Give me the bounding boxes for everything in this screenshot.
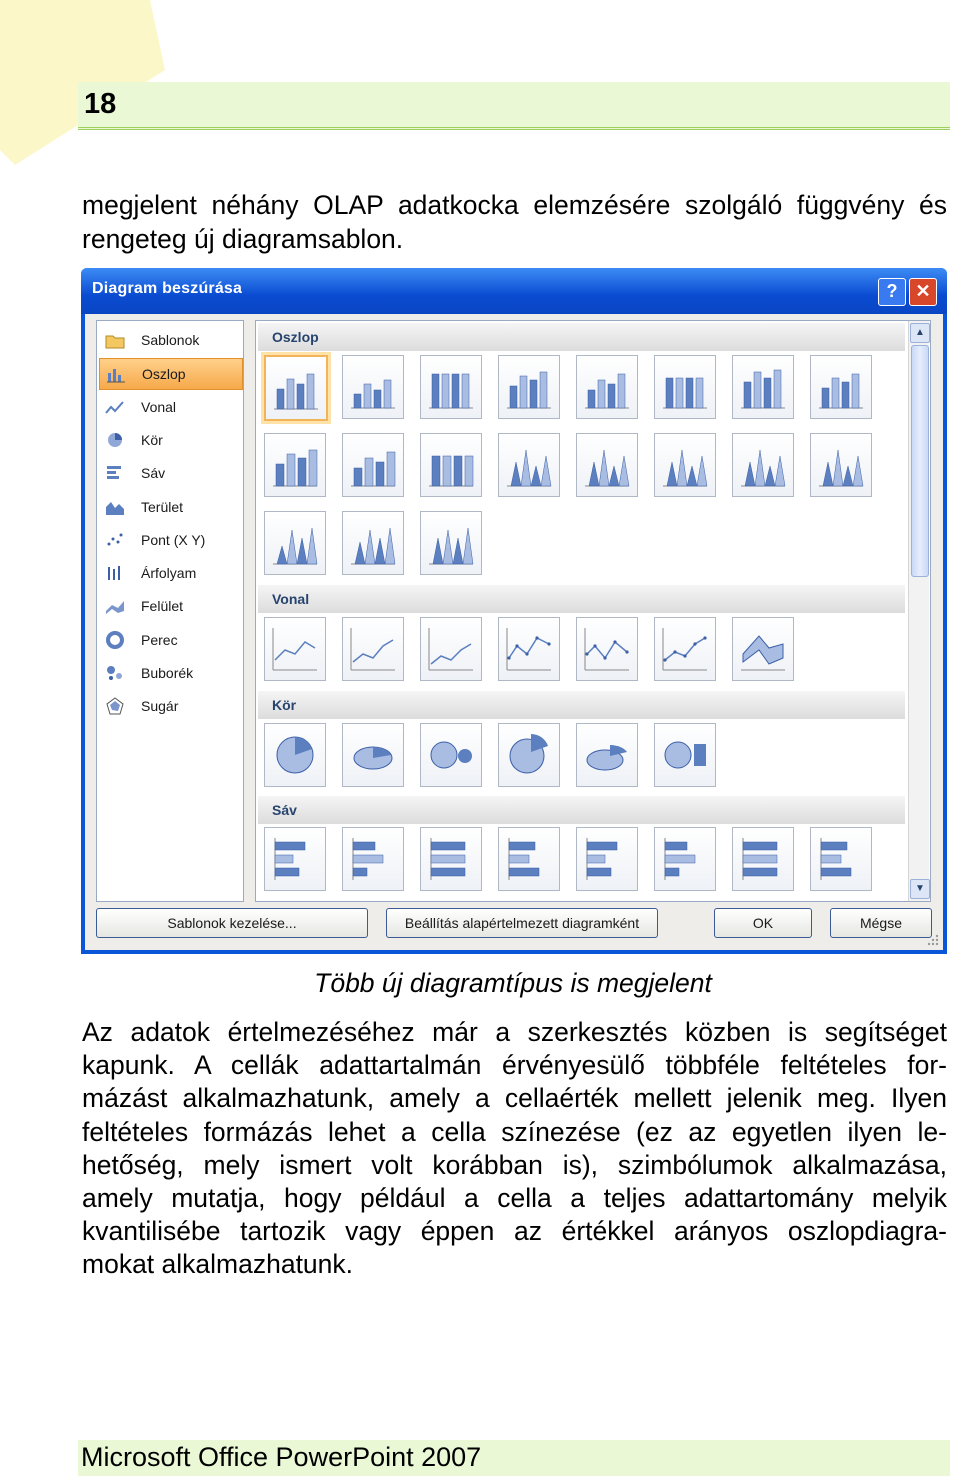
section-header-kor	[258, 691, 905, 719]
chart-thumbnail-icon	[739, 362, 787, 412]
chart-thumbnail-icon	[817, 834, 865, 884]
category-label: Perec	[141, 631, 178, 648]
chart-thumbnail-icon	[739, 834, 787, 884]
chart-type-thumbnail[interactable]	[420, 723, 482, 787]
chart-type-thumbnail[interactable]	[420, 433, 482, 497]
body-text	[82, 1016, 947, 1282]
chart-type-thumbnail[interactable]	[342, 511, 404, 575]
section-header-sav	[258, 796, 905, 824]
chart-thumbnail-icon	[349, 362, 397, 412]
chart-type-thumbnail[interactable]	[654, 433, 716, 497]
chart-thumbnail-icon	[427, 834, 475, 884]
category-label: Sugár	[141, 698, 179, 715]
ok-button[interactable]: OK	[714, 908, 812, 938]
chart-type-thumbnail[interactable]	[576, 355, 638, 419]
section-label-vonal: Vonal	[272, 591, 310, 607]
chart-type-thumbnail[interactable]	[498, 723, 560, 787]
category-label: Oszlop	[142, 366, 186, 383]
footer-text: Microsoft Office PowerPoint 2007	[81, 1442, 482, 1472]
body-line: kvantilisébe tartozik vagy éppen az értékkel arányos oszlopdiagra-	[82, 1216, 947, 1247]
surface-chart-icon	[105, 597, 125, 615]
chart-type-thumbnail[interactable]	[732, 617, 794, 681]
category-item[interactable]	[99, 358, 243, 390]
chart-thumbnail-icon	[349, 518, 397, 568]
chart-thumbnail-icon	[583, 440, 631, 490]
section-header-vonal	[258, 585, 905, 613]
chart-thumbnail-icon	[583, 834, 631, 884]
category-item[interactable]	[99, 525, 241, 555]
category-label: Buborék	[141, 665, 194, 681]
category-label: Pont (X Y)	[141, 531, 206, 548]
chart-type-thumbnail[interactable]	[264, 355, 328, 421]
section-header-oszlop	[258, 323, 905, 351]
body-line: mokat alkalmazhatunk.	[82, 1249, 354, 1280]
chart-thumbnail-icon	[817, 440, 865, 490]
chart-type-thumbnail[interactable]	[342, 723, 404, 787]
chart-type-thumbnail[interactable]	[498, 827, 560, 891]
chart-type-thumbnail[interactable]	[264, 433, 326, 497]
chart-type-thumbnail[interactable]	[498, 355, 560, 419]
category-item[interactable]	[99, 558, 241, 588]
chart-type-thumbnail[interactable]	[654, 617, 716, 681]
chart-type-thumbnail[interactable]	[576, 433, 638, 497]
category-item[interactable]	[99, 625, 241, 655]
category-item[interactable]	[99, 492, 241, 522]
help-button[interactable]: ?	[878, 278, 906, 306]
chart-thumbnail-icon	[271, 624, 319, 674]
scatter-chart-icon	[105, 531, 125, 549]
chart-thumbnail-icon	[583, 624, 631, 674]
chart-type-thumbnail[interactable]	[420, 617, 482, 681]
chart-type-thumbnail[interactable]	[420, 355, 482, 419]
category-item[interactable]	[99, 392, 241, 422]
dialog-titlebar	[81, 268, 947, 314]
chart-thumbnail-icon	[271, 730, 319, 780]
body-line: mázást alkalmazhatunk, amely a cellaérték mellett jelenik meg. Ilyen	[82, 1083, 947, 1114]
category-label: Sáv	[141, 465, 166, 482]
column-chart-icon	[106, 365, 126, 383]
chart-thumbnail-icon	[427, 362, 475, 412]
dialog-title: Diagram beszúrása	[92, 280, 243, 297]
doughnut-chart-icon	[105, 631, 125, 649]
chart-thumbnail-icon	[349, 834, 397, 884]
category-item[interactable]	[99, 458, 241, 488]
chart-thumbnail-icon	[505, 624, 553, 674]
body-line: feltételes formázás lehet a cella színezése (ez az egyetlen ilyen le-	[82, 1116, 947, 1147]
chart-type-thumbnail[interactable]	[732, 355, 794, 419]
chart-thumbnail-icon	[349, 730, 397, 780]
chart-type-thumbnail[interactable]	[810, 355, 872, 419]
chart-thumbnail-icon	[661, 834, 709, 884]
chart-thumbnail-icon	[271, 518, 319, 568]
category-label: Felület	[141, 598, 184, 615]
chart-thumbnail-icon	[505, 730, 553, 780]
page-header-bar	[78, 82, 950, 130]
chart-type-thumbnail[interactable]	[654, 355, 716, 419]
category-item[interactable]	[99, 691, 241, 721]
chart-type-thumbnail[interactable]	[810, 433, 872, 497]
chart-thumbnail-icon	[349, 624, 397, 674]
dialog-client-area	[85, 314, 943, 950]
chart-category-list	[96, 320, 244, 902]
cancel-button[interactable]: Mégse	[830, 908, 932, 938]
chart-type-thumbnail[interactable]	[264, 511, 326, 575]
insert-chart-dialog	[81, 268, 947, 954]
chart-thumbnail-icon	[817, 362, 865, 412]
close-button[interactable]: ✕	[909, 278, 937, 306]
chart-thumbnail-icon	[583, 362, 631, 412]
intro-paragraph: megjelent néhány OLAP adatkocka elemzésére szolgáló függvény és rengeteg új diagramsablon.	[82, 190, 947, 254]
chart-thumbnail-icon	[661, 730, 709, 780]
chart-type-thumbnail[interactable]	[498, 433, 560, 497]
category-item[interactable]	[99, 325, 241, 355]
category-item[interactable]	[99, 591, 241, 621]
folder-icon	[105, 331, 125, 349]
bar-chart-icon	[105, 464, 125, 482]
chart-thumbnail-icon	[505, 440, 553, 490]
chart-type-thumbnail[interactable]	[498, 617, 560, 681]
chart-type-thumbnail[interactable]	[264, 617, 326, 681]
bubble-chart-icon	[105, 664, 125, 682]
page-footer	[78, 1440, 950, 1476]
chart-thumbnail-icon	[583, 730, 631, 780]
chart-type-thumbnail[interactable]	[732, 433, 794, 497]
chart-type-thumbnail[interactable]	[342, 827, 404, 891]
stock-chart-icon	[105, 564, 125, 582]
category-label: Kör	[141, 431, 163, 448]
chart-thumbnail-icon	[272, 363, 320, 413]
chart-type-thumbnail[interactable]	[810, 827, 872, 891]
chart-thumbnail-icon	[661, 362, 709, 412]
chart-type-thumbnail[interactable]	[420, 511, 482, 575]
body-line: Az adatok értelmezéséhez már a szerkesztés közben is segítséget	[82, 1017, 947, 1047]
area-chart-icon	[105, 498, 125, 516]
chart-thumbnail-icon	[505, 362, 553, 412]
body-line: amely mutatja, hogy például a cella a teljes adattartomány melyik	[82, 1183, 947, 1214]
gallery-scrollbar[interactable]	[908, 321, 929, 901]
chart-type-thumbnail[interactable]	[654, 723, 716, 787]
category-item[interactable]	[99, 658, 241, 688]
section-label-sav: Sáv	[272, 802, 297, 818]
chart-thumbnail-icon	[427, 624, 475, 674]
set-default-chart-button[interactable]: Beállítás alapértelmezett diagramként	[386, 908, 658, 938]
chart-thumbnail-icon	[505, 834, 553, 884]
chart-thumbnail-icon	[427, 518, 475, 568]
resize-grip-icon[interactable]	[927, 934, 939, 946]
scroll-up-icon[interactable]: ▲	[910, 323, 930, 343]
chart-thumbnail-icon	[349, 440, 397, 490]
chart-type-thumbnail[interactable]	[576, 827, 638, 891]
chart-type-thumbnail[interactable]	[654, 827, 716, 891]
chart-thumbnail-icon	[427, 440, 475, 490]
chart-thumbnail-icon	[271, 834, 319, 884]
chart-type-thumbnail[interactable]	[264, 827, 326, 891]
chart-thumbnail-icon	[427, 730, 475, 780]
chart-type-thumbnail[interactable]	[576, 723, 638, 787]
line-chart-icon	[105, 398, 125, 416]
manage-templates-button[interactable]: Sablonok kezelése...	[96, 908, 368, 938]
chart-thumbnail-icon	[739, 440, 787, 490]
chart-type-thumbnail[interactable]	[342, 355, 404, 419]
chart-thumbnail-icon	[271, 440, 319, 490]
category-label: Sablonok	[141, 332, 200, 348]
section-label-oszlop: Oszlop	[272, 329, 319, 345]
radar-chart-icon	[105, 697, 125, 715]
category-label: Árfolyam	[141, 565, 197, 582]
chart-thumbnail-icon	[661, 624, 709, 674]
chart-type-thumbnail[interactable]	[576, 617, 638, 681]
chart-type-thumbnail[interactable]	[342, 433, 404, 497]
pie-chart-icon	[105, 431, 125, 449]
category-item[interactable]	[99, 425, 241, 455]
figure-caption: Több új diagramtípus is megjelent	[314, 968, 712, 998]
chart-type-thumbnail[interactable]	[264, 723, 326, 787]
chart-type-gallery	[255, 320, 931, 902]
scroll-thumb[interactable]	[911, 345, 929, 577]
chart-type-thumbnail[interactable]	[342, 617, 404, 681]
chart-type-thumbnail[interactable]	[732, 827, 794, 891]
body-line: hetőség, mely ismert volt korábban is), szimbólumok alkalmazása,	[82, 1149, 947, 1180]
chart-thumbnail-icon	[739, 624, 787, 674]
scroll-down-icon[interactable]: ▼	[910, 879, 930, 899]
page-number: 18	[84, 88, 117, 120]
section-label-kor: Kör	[272, 697, 297, 713]
chart-thumbnail-icon	[661, 440, 709, 490]
category-label: Vonal	[141, 398, 177, 415]
chart-type-thumbnail[interactable]	[420, 827, 482, 891]
category-label: Terület	[141, 498, 184, 515]
body-line: kapunk. A cellák adattartalmán érvényesülő többféle feltételes for-	[82, 1050, 947, 1081]
